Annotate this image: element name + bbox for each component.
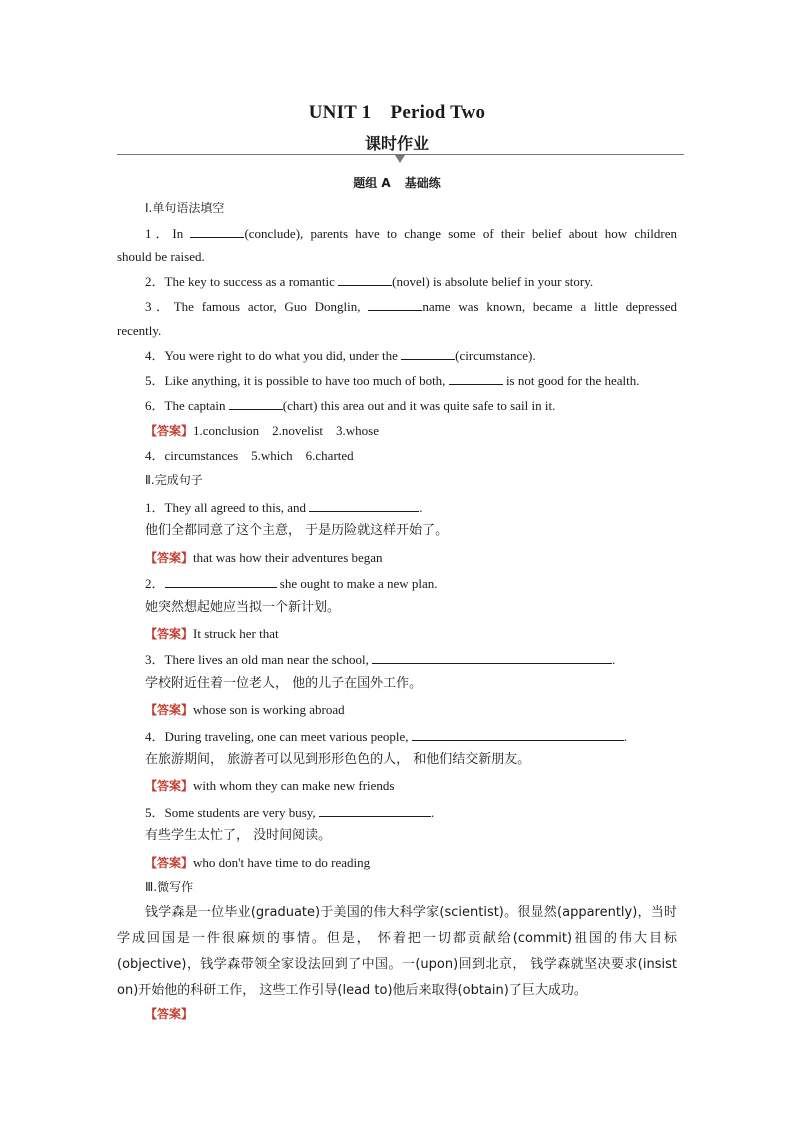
triangle-marker-icon [395, 155, 405, 163]
sentence-3: 3．There lives an old man near the school, . [145, 652, 616, 667]
page-subtitle: 课时作业 [364, 134, 429, 153]
answer-blank [309, 499, 419, 512]
sentence-3-chinese: 学校附近住着一位老人， 他的儿子在国外工作。 [145, 676, 423, 691]
answer-tag: 【答案】 [145, 424, 194, 438]
answer-blank [319, 804, 431, 817]
section-3-answer [145, 1006, 677, 1022]
page-title: UNIT 1 Period Two [308, 102, 486, 123]
answer-blank [165, 575, 277, 588]
sentence-5-answer: 【答案】who don't have time to do reading [145, 855, 371, 870]
question-1-continued: should be raised. [117, 249, 205, 264]
section-2-heading: Ⅱ.完成句子 [145, 473, 203, 487]
sentence-4: 4．During traveling, one can meet various people, . [145, 729, 628, 744]
sentence-4-answer: 【答案】with whom they can make new friends [145, 778, 395, 793]
answer-blank [372, 651, 612, 664]
section-1-answer-continued: 4．circumstances 5.which 6.charted [145, 448, 354, 463]
question-5: 5．Like anything, it is possible to have too much of both, is not good for the health. [145, 373, 640, 388]
answer-blank [190, 225, 244, 238]
sentence-1-answer: 【答案】that was how their adventures began [145, 550, 383, 565]
question-6: 6．The captain (chart) this area out and it was quite safe to sail in it. [145, 398, 556, 413]
section-1-answer: 【答案】1.conclusion 2.novelist 3.whose [145, 423, 379, 438]
question-4: 4．You were right to do what you did, under the (circumstance). [145, 348, 536, 363]
sentence-1: 1．They all agreed to this, and . [145, 500, 423, 515]
answer-blank [368, 298, 422, 311]
section-1-heading: Ⅰ.单句语法填空 [145, 201, 225, 215]
question-1: 1．In (conclude), parents have to change some of their belief about how children [145, 226, 677, 241]
sentence-3-answer: 【答案】whose son is working abroad [145, 702, 345, 717]
answer-blank [412, 728, 624, 741]
writing-paragraph: 钱学森是一位毕业(graduate)于美国的伟大科学家(scientist)。很显然(apparently)，当时学成回国是一件很麻烦的事情。但是， 怀着把一切都贡献给(commit)祖国的伟大目标(objective)，钱学森带领全家设法回到了中国。一(upon)回到北京， 钱学森就坚决要求(insist on)开始他的科研工作， 这些工作引导(lead to)他后来取得(obtain)了巨大成功。 [117, 905, 677, 998]
sentence-5-chinese: 有些学生太忙了， 没时间阅读。 [145, 828, 332, 843]
group-heading [0, 174, 794, 191]
sentence-2-chinese: 她突然想起她应当拟一个新计划。 [145, 600, 341, 615]
group-name: 基础练 [404, 176, 441, 190]
question-2: 2．The key to success as a romantic (novel) is absolute belief in your story. [145, 274, 594, 289]
question-3-continued: recently. [117, 323, 162, 338]
sentence-5: 5．Some students are very busy, . [145, 805, 435, 820]
answer-blank [229, 397, 283, 410]
section-3-heading: Ⅲ.微写作 [145, 880, 194, 894]
answer-tag: 【答案】 [145, 1007, 194, 1021]
sentence-1-chinese: 他们全都同意了这个主意， 于是历险就这样开始了。 [145, 523, 449, 538]
answer-blank [338, 273, 392, 286]
answer-blank [449, 372, 503, 385]
sentence-2-answer: 【答案】It struck her that [145, 626, 279, 641]
sentence-4-chinese: 在旅游期间， 旅游者可以见到形形色色的人， 和他们结交新朋友。 [145, 752, 531, 767]
group-label: 题组 A [353, 176, 391, 190]
answer-blank [401, 347, 455, 360]
sentence-2: 2． she ought to make a new plan. [145, 576, 438, 591]
question-3: 3．The famous actor, Guo Donglin, name was known, became a little depressed [145, 299, 677, 314]
